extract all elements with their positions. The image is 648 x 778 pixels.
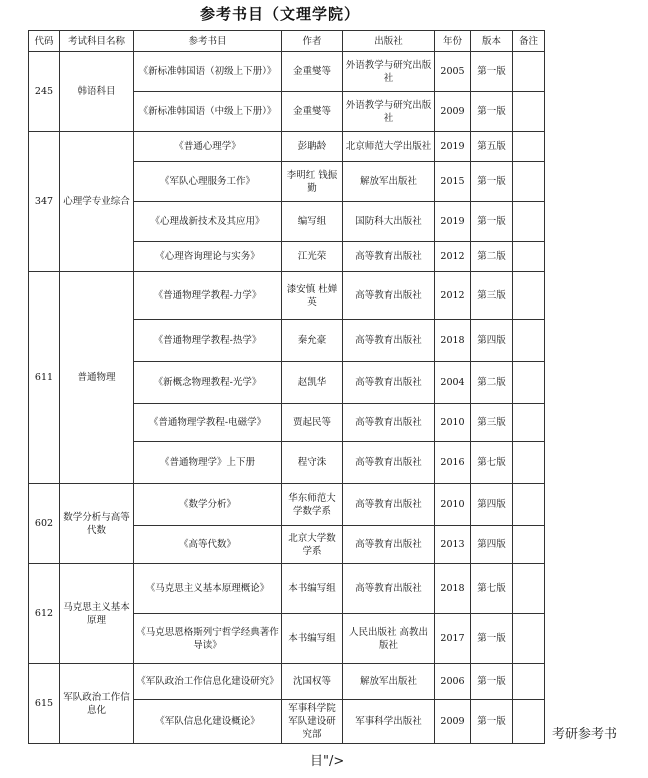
header-year: 年份 <box>435 31 471 52</box>
cell-edition: 第二版 <box>471 362 513 404</box>
cell-publisher: 北京师范大学出版社 <box>343 132 435 162</box>
cell-subject: 心理学专业综合 <box>60 132 134 272</box>
cell-note <box>513 362 545 404</box>
cell-edition: 第四版 <box>471 320 513 362</box>
page-title: 参考书目（文理学院） <box>199 5 360 23</box>
cell-author: 江光荣 <box>282 242 343 272</box>
cell-code: 602 <box>29 484 60 564</box>
cell-book: 《军队政治工作信息化建设研究》 <box>134 664 282 700</box>
cell-publisher: 高等教育出版社 <box>343 484 435 526</box>
cell-year: 2009 <box>435 700 471 744</box>
cell-edition: 第三版 <box>471 272 513 320</box>
header-note: 备注 <box>513 31 545 52</box>
caption-bottom: 目"/> <box>310 754 345 769</box>
cell-author: 金重燮等 <box>282 92 343 132</box>
cell-publisher: 人民出版社 高教出版社 <box>343 614 435 664</box>
cell-publisher: 外语教学与研究出版社 <box>343 92 435 132</box>
cell-year: 2010 <box>435 484 471 526</box>
cell-edition: 第一版 <box>471 202 513 242</box>
cell-author: 编写组 <box>282 202 343 242</box>
cell-subject: 马克思主义基本原理 <box>60 564 134 664</box>
table-row <box>29 132 545 162</box>
cell-note <box>513 614 545 664</box>
cell-note <box>513 526 545 564</box>
cell-subject: 数学分析与高等代数 <box>60 484 134 564</box>
cell-edition: 第三版 <box>471 404 513 442</box>
cell-book: 《高等代数》 <box>134 526 282 564</box>
cell-book: 《普通物理学教程-力学》 <box>134 272 282 320</box>
cell-author: 华东师范大学数学系 <box>282 484 343 526</box>
table-row <box>29 664 545 700</box>
cell-book: 《马克思恩格斯列宁哲学经典著作导读》 <box>134 614 282 664</box>
cell-publisher: 高等教育出版社 <box>343 442 435 484</box>
cell-subject: 韩语科目 <box>60 52 134 132</box>
cell-author: 李明红 钱振勤 <box>282 162 343 202</box>
table-row <box>29 52 545 92</box>
cell-edition: 第一版 <box>471 664 513 700</box>
reference-table <box>28 30 545 744</box>
cell-note <box>513 404 545 442</box>
cell-year: 2018 <box>435 564 471 614</box>
cell-publisher: 高等教育出版社 <box>343 320 435 362</box>
cell-edition: 第七版 <box>471 564 513 614</box>
cell-note <box>513 92 545 132</box>
table-row <box>29 484 545 526</box>
cell-book: 《心理咨询理论与实务》 <box>134 242 282 272</box>
cell-edition: 第一版 <box>471 52 513 92</box>
cell-edition: 第一版 <box>471 700 513 744</box>
cell-author: 赵凯华 <box>282 362 343 404</box>
cell-book: 《心理战新技术及其应用》 <box>134 202 282 242</box>
cell-code: 245 <box>29 52 60 132</box>
cell-book: 《普通心理学》 <box>134 132 282 162</box>
cell-note <box>513 664 545 700</box>
cell-note <box>513 442 545 484</box>
cell-author: 北京大学数学系 <box>282 526 343 564</box>
cell-note <box>513 162 545 202</box>
cell-note <box>513 132 545 162</box>
cell-edition: 第五版 <box>471 132 513 162</box>
cell-code: 347 <box>29 132 60 272</box>
cell-year: 2013 <box>435 526 471 564</box>
header-publisher: 出版社 <box>343 31 435 52</box>
cell-publisher: 解放军出版社 <box>343 664 435 700</box>
cell-publisher: 高等教育出版社 <box>343 526 435 564</box>
cell-book: 《新标准韩国语（中级上下册）》 <box>134 92 282 132</box>
cell-year: 2018 <box>435 320 471 362</box>
cell-edition: 第一版 <box>471 162 513 202</box>
cell-year: 2016 <box>435 442 471 484</box>
cell-publisher: 高等教育出版社 <box>343 404 435 442</box>
cell-year: 2010 <box>435 404 471 442</box>
cell-author: 金重燮等 <box>282 52 343 92</box>
cell-note <box>513 272 545 320</box>
cell-note <box>513 202 545 242</box>
cell-author: 漆安慎 杜婵英 <box>282 272 343 320</box>
cell-publisher: 高等教育出版社 <box>343 272 435 320</box>
cell-book: 《新概念物理教程-光学》 <box>134 362 282 404</box>
cell-book: 《普通物理学教程-电磁学》 <box>134 404 282 442</box>
cell-code: 612 <box>29 564 60 664</box>
header-row <box>29 31 545 52</box>
header-subject: 考试科目名称 <box>60 31 134 52</box>
cell-publisher: 军事科学出版社 <box>343 700 435 744</box>
cell-author: 秦允豪 <box>282 320 343 362</box>
header-book: 参考书目 <box>134 31 282 52</box>
cell-publisher: 国防科大出版社 <box>343 202 435 242</box>
cell-year: 2012 <box>435 272 471 320</box>
cell-year: 2004 <box>435 362 471 404</box>
table-row <box>29 272 545 320</box>
cell-book: 《普通物理学教程-热学》 <box>134 320 282 362</box>
table-row <box>29 564 545 614</box>
cell-year: 2006 <box>435 664 471 700</box>
cell-year: 2015 <box>435 162 471 202</box>
cell-book: 《普通物理学》上下册 <box>134 442 282 484</box>
cell-subject: 军队政治工作信息化 <box>60 664 134 744</box>
cell-author: 本书编写组 <box>282 614 343 664</box>
cell-year: 2017 <box>435 614 471 664</box>
cell-author: 本书编写组 <box>282 564 343 614</box>
cell-edition: 第四版 <box>471 526 513 564</box>
cell-edition: 第四版 <box>471 484 513 526</box>
header-edition: 版本 <box>471 31 513 52</box>
table-body <box>29 52 545 744</box>
cell-author: 沈国权等 <box>282 664 343 700</box>
cell-edition: 第一版 <box>471 614 513 664</box>
cell-book: 《马克思主义基本原理概论》 <box>134 564 282 614</box>
caption-right: 考研参考书 <box>552 727 618 742</box>
cell-year: 2005 <box>435 52 471 92</box>
header-author: 作者 <box>282 31 343 52</box>
cell-edition: 第七版 <box>471 442 513 484</box>
cell-year: 2019 <box>435 132 471 162</box>
header-code: 代码 <box>29 31 60 52</box>
cell-author: 军事科学院军队建设研究部 <box>282 700 343 744</box>
cell-publisher: 解放军出版社 <box>343 162 435 202</box>
cell-note <box>513 320 545 362</box>
cell-publisher: 高等教育出版社 <box>343 362 435 404</box>
cell-note <box>513 242 545 272</box>
cell-note <box>513 52 545 92</box>
cell-note <box>513 564 545 614</box>
cell-edition: 第一版 <box>471 92 513 132</box>
cell-publisher: 高等教育出版社 <box>343 564 435 614</box>
cell-publisher: 外语教学与研究出版社 <box>343 52 435 92</box>
cell-year: 2019 <box>435 202 471 242</box>
cell-code: 611 <box>29 272 60 484</box>
cell-author: 彭聃龄 <box>282 132 343 162</box>
cell-author: 贾起民等 <box>282 404 343 442</box>
cell-book: 《军队信息化建设概论》 <box>134 700 282 744</box>
cell-year: 2009 <box>435 92 471 132</box>
cell-note <box>513 484 545 526</box>
cell-code: 615 <box>29 664 60 744</box>
cell-book: 《数学分析》 <box>134 484 282 526</box>
cell-book: 《军队心理服务工作》 <box>134 162 282 202</box>
cell-book: 《新标准韩国语（初级上下册）》 <box>134 52 282 92</box>
cell-author: 程守洙 <box>282 442 343 484</box>
cell-note <box>513 700 545 744</box>
cell-publisher: 高等教育出版社 <box>343 242 435 272</box>
cell-subject: 普通物理 <box>60 272 134 484</box>
cell-edition: 第二版 <box>471 242 513 272</box>
cell-year: 2012 <box>435 242 471 272</box>
